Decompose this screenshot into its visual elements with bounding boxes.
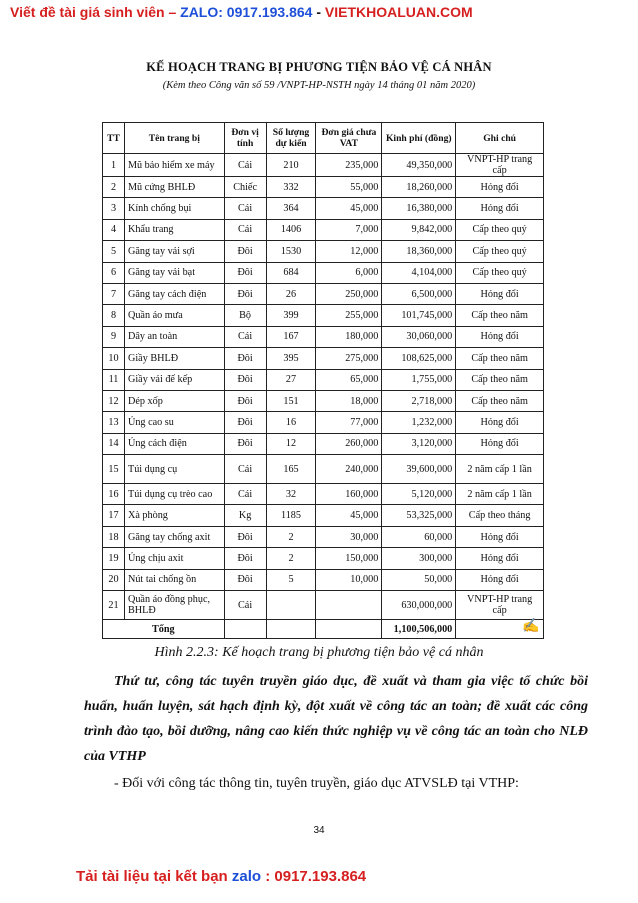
table-row bbox=[103, 283, 544, 304]
table-cell: 49,350,000 bbox=[382, 154, 456, 177]
table-cell: 260,000 bbox=[316, 433, 382, 454]
table-cell: Chiếc bbox=[224, 177, 266, 198]
handwritten-mark-icon: ✍ bbox=[522, 619, 540, 634]
column-header: Tên trang bị bbox=[124, 123, 224, 154]
table-cell: 332 bbox=[266, 177, 316, 198]
table-cell: 13 bbox=[103, 412, 125, 433]
table-row bbox=[103, 241, 544, 262]
table-cell: Cái bbox=[224, 484, 266, 505]
equipment-plan-table bbox=[102, 122, 544, 639]
table-cell: 16 bbox=[103, 484, 125, 505]
table-cell bbox=[224, 620, 266, 639]
table-cell: Đôi bbox=[224, 526, 266, 547]
table-cell: 9 bbox=[103, 326, 125, 347]
table-cell: 165 bbox=[266, 455, 316, 484]
page-number: 34 bbox=[313, 825, 325, 836]
table-cell: 21 bbox=[103, 591, 125, 620]
table-cell: 45,000 bbox=[316, 198, 382, 219]
table-cell: 39,600,000 bbox=[382, 455, 456, 484]
table-cell: 160,000 bbox=[316, 484, 382, 505]
column-header: Ghi chú bbox=[456, 123, 544, 154]
table-cell bbox=[316, 591, 382, 620]
table-cell: Hỏng đổi bbox=[456, 433, 544, 454]
table-row bbox=[103, 369, 544, 390]
table-cell: Hỏng đổi bbox=[456, 198, 544, 219]
bottom-banner bbox=[76, 868, 366, 885]
table-cell: Cấp theo năm bbox=[456, 348, 544, 369]
table-cell: 20 bbox=[103, 569, 125, 590]
table-cell: 65,000 bbox=[316, 369, 382, 390]
table-cell: Túi dụng cụ trèo cao bbox=[124, 484, 224, 505]
table-row bbox=[103, 219, 544, 240]
table-cell: Giầy vải đế kếp bbox=[124, 369, 224, 390]
table-cell: 9,842,000 bbox=[382, 219, 456, 240]
table-cell: 5,120,000 bbox=[382, 484, 456, 505]
table-cell: Ủng chịu axit bbox=[124, 548, 224, 569]
table-cell: Cái bbox=[224, 219, 266, 240]
table-cell: Hỏng đổi bbox=[456, 283, 544, 304]
document-subtitle: (Kèm theo Công văn số 59 /VNPT-HP-NSTH ngày 14 tháng 01 năm 2020) bbox=[162, 80, 476, 91]
table-row bbox=[103, 484, 544, 505]
table-cell: Đôi bbox=[224, 390, 266, 411]
table-cell: 150,000 bbox=[316, 548, 382, 569]
column-header: Đơn vị tính bbox=[224, 123, 266, 154]
table-cell: 167 bbox=[266, 326, 316, 347]
table-cell: 26 bbox=[266, 283, 316, 304]
table-cell: 5 bbox=[266, 569, 316, 590]
table-row bbox=[103, 198, 544, 219]
table-cell: Giầy BHLĐ bbox=[124, 348, 224, 369]
table-cell: 101,745,000 bbox=[382, 305, 456, 326]
table-cell: 1,755,000 bbox=[382, 369, 456, 390]
table-cell: Cấp theo quý bbox=[456, 219, 544, 240]
table-cell: 18,260,000 bbox=[382, 177, 456, 198]
table-cell: 30,000 bbox=[316, 526, 382, 547]
table-cell: 275,000 bbox=[316, 348, 382, 369]
table-cell: 18,000 bbox=[316, 390, 382, 411]
table-cell: 210 bbox=[266, 154, 316, 177]
table-cell: 3 bbox=[103, 198, 125, 219]
table-cell: Hỏng đổi bbox=[456, 177, 544, 198]
table-cell: Dép xốp bbox=[124, 390, 224, 411]
table-cell bbox=[316, 620, 382, 639]
table-cell: 14 bbox=[103, 433, 125, 454]
table-row bbox=[103, 526, 544, 547]
table-cell: 395 bbox=[266, 348, 316, 369]
table-cell: 151 bbox=[266, 390, 316, 411]
table-cell: 55,000 bbox=[316, 177, 382, 198]
table-cell: Đôi bbox=[224, 241, 266, 262]
table-cell: Găng tay vải sợi bbox=[124, 241, 224, 262]
table-row bbox=[103, 177, 544, 198]
table-row bbox=[103, 591, 544, 620]
bottom-banner-text: Tải tài liệu tại kết bạn bbox=[76, 868, 232, 885]
table-cell: 10,000 bbox=[316, 569, 382, 590]
table-cell: 2 bbox=[266, 526, 316, 547]
table-cell: 399 bbox=[266, 305, 316, 326]
table-cell: 6,000 bbox=[316, 262, 382, 283]
table-cell: 250,000 bbox=[316, 283, 382, 304]
total-value: 1,100,506,000 bbox=[382, 620, 456, 639]
table-cell: 16 bbox=[266, 412, 316, 433]
table-row bbox=[103, 569, 544, 590]
table-cell: 18 bbox=[103, 526, 125, 547]
table-cell: Đôi bbox=[224, 348, 266, 369]
table-row bbox=[103, 326, 544, 347]
table-cell: 684 bbox=[266, 262, 316, 283]
column-header: Số lượng dự kiến bbox=[266, 123, 316, 154]
table-cell: Khẩu trang bbox=[124, 219, 224, 240]
table-cell: 2 bbox=[266, 548, 316, 569]
total-label: Tổng bbox=[103, 620, 225, 639]
table-cell: Cái bbox=[224, 455, 266, 484]
table-cell: Hỏng đổi bbox=[456, 548, 544, 569]
table-cell: 4 bbox=[103, 219, 125, 240]
table-cell: Cấp theo năm bbox=[456, 369, 544, 390]
table-row bbox=[103, 455, 544, 484]
table-cell: Đôi bbox=[224, 283, 266, 304]
table-cell: VNPT-HP trang cấp bbox=[456, 154, 544, 177]
table-cell: Đôi bbox=[224, 433, 266, 454]
column-header: TT bbox=[103, 123, 125, 154]
column-header: Kinh phí (đồng) bbox=[382, 123, 456, 154]
table-cell: 12 bbox=[103, 390, 125, 411]
table-cell: Kg bbox=[224, 505, 266, 526]
paragraph-normal: - Đối với công tác thông tin, tuyên truyền, giáo dục ATVSLĐ tại VTHP: bbox=[114, 776, 519, 791]
table-cell: 27 bbox=[266, 369, 316, 390]
table-cell: 7 bbox=[103, 283, 125, 304]
table-cell: 180,000 bbox=[316, 326, 382, 347]
table-cell: 19 bbox=[103, 548, 125, 569]
table-cell: Cấp theo năm bbox=[456, 390, 544, 411]
table-row bbox=[103, 154, 544, 177]
table-cell: 32 bbox=[266, 484, 316, 505]
table-cell: Cấp theo quý bbox=[456, 262, 544, 283]
table-row bbox=[103, 305, 544, 326]
table-cell: 240,000 bbox=[316, 455, 382, 484]
table-cell: 12 bbox=[266, 433, 316, 454]
table-row bbox=[103, 505, 544, 526]
table-cell: 60,000 bbox=[382, 526, 456, 547]
table-cell: Cái bbox=[224, 326, 266, 347]
table-cell: 50,000 bbox=[382, 569, 456, 590]
table-cell: Cái bbox=[224, 154, 266, 177]
table-cell: Găng tay vải bạt bbox=[124, 262, 224, 283]
table-cell: Hỏng đổi bbox=[456, 569, 544, 590]
table-cell: 7,000 bbox=[316, 219, 382, 240]
table-cell: 235,000 bbox=[316, 154, 382, 177]
table-cell: Xà phòng bbox=[124, 505, 224, 526]
banner-sep: - bbox=[312, 4, 325, 20]
table-cell: Túi dụng cụ bbox=[124, 455, 224, 484]
table-cell: 12,000 bbox=[316, 241, 382, 262]
table-cell: Đôi bbox=[224, 369, 266, 390]
table-cell: Cấp theo tháng bbox=[456, 505, 544, 526]
total-row bbox=[103, 620, 544, 639]
table-cell: 11 bbox=[103, 369, 125, 390]
table-cell: 1406 bbox=[266, 219, 316, 240]
table-row bbox=[103, 348, 544, 369]
table-header-row bbox=[103, 123, 544, 154]
paragraph-bold: Thứ tư, công tác tuyên truyền giáo dục, đề xuất và tham gia việc tổ chức bồi huấn, huấn luyện, sát hạch định kỳ, đột xuất về công tác an toàn; đề xuất các công trình đào tạo, bồi dưỡng, nâng cao kiến thức nghiệp vụ về công tác an toàn cho NLĐ của VTHP bbox=[84, 674, 588, 764]
table-cell: Hỏng đổi bbox=[456, 412, 544, 433]
table-cell: Găng tay cách điện bbox=[124, 283, 224, 304]
table-cell: 1,232,000 bbox=[382, 412, 456, 433]
table-cell: 2,718,000 bbox=[382, 390, 456, 411]
table-cell: VNPT-HP trang cấp bbox=[456, 591, 544, 620]
table-cell: 6,500,000 bbox=[382, 283, 456, 304]
table-cell: 108,625,000 bbox=[382, 348, 456, 369]
table-cell: Cấp theo quý bbox=[456, 241, 544, 262]
table-cell: 300,000 bbox=[382, 548, 456, 569]
table-cell: Đôi bbox=[224, 262, 266, 283]
table-cell: Bộ bbox=[224, 305, 266, 326]
table-cell: Đôi bbox=[224, 412, 266, 433]
table-cell: Nút tai chống ồn bbox=[124, 569, 224, 590]
table-cell: 1 bbox=[103, 154, 125, 177]
table-cell: 2 bbox=[103, 177, 125, 198]
table-cell: Hỏng đổi bbox=[456, 326, 544, 347]
figure-caption: Hình 2.2.3: Kế hoạch trang bị phương tiện bảo vệ cá nhân bbox=[154, 645, 484, 660]
table-cell: Đôi bbox=[224, 569, 266, 590]
table-cell: Ủng cách điện bbox=[124, 433, 224, 454]
table-cell: 45,000 bbox=[316, 505, 382, 526]
table-cell: 16,380,000 bbox=[382, 198, 456, 219]
table-row bbox=[103, 548, 544, 569]
table-cell: 3,120,000 bbox=[382, 433, 456, 454]
table-cell: Hỏng đổi bbox=[456, 526, 544, 547]
table-cell: Cái bbox=[224, 591, 266, 620]
table-cell bbox=[266, 620, 316, 639]
table-cell: Quần áo đồng phục, BHLĐ bbox=[124, 591, 224, 620]
banner-site: VIETKHOALUAN.COM bbox=[324, 4, 473, 20]
document-title: KẾ HOẠCH TRANG BỊ PHƯƠNG TIỆN BẢO VỆ CÁ NHÂN bbox=[146, 60, 492, 74]
table-cell: Mũ bảo hiểm xe máy bbox=[124, 154, 224, 177]
table-cell: 255,000 bbox=[316, 305, 382, 326]
table-cell: 18,360,000 bbox=[382, 241, 456, 262]
table-row bbox=[103, 433, 544, 454]
table-cell bbox=[266, 591, 316, 620]
table-cell: Mũ cứng BHLĐ bbox=[124, 177, 224, 198]
table-cell: 6 bbox=[103, 262, 125, 283]
table-cell: 8 bbox=[103, 305, 125, 326]
table-row bbox=[103, 390, 544, 411]
table-cell: 1530 bbox=[266, 241, 316, 262]
table-cell: 1185 bbox=[266, 505, 316, 526]
table-cell: Cấp theo năm bbox=[456, 305, 544, 326]
table-cell: 2 năm cấp 1 lần bbox=[456, 455, 544, 484]
table-cell: 10 bbox=[103, 348, 125, 369]
table-cell: 77,000 bbox=[316, 412, 382, 433]
table-cell: Quần áo mưa bbox=[124, 305, 224, 326]
column-header: Đơn giá chưa VAT bbox=[316, 123, 382, 154]
table-cell: 2 năm cấp 1 lần bbox=[456, 484, 544, 505]
table-cell: Kính chống bụi bbox=[124, 198, 224, 219]
table-cell: Đôi bbox=[224, 548, 266, 569]
top-banner bbox=[10, 4, 473, 20]
table-row bbox=[103, 412, 544, 433]
table-cell: 17 bbox=[103, 505, 125, 526]
table-cell: 4,104,000 bbox=[382, 262, 456, 283]
table-cell: 30,060,000 bbox=[382, 326, 456, 347]
bottom-banner-zalo: zalo bbox=[231, 868, 262, 885]
table-cell: 53,325,000 bbox=[382, 505, 456, 526]
table-cell: 630,000,000 bbox=[382, 591, 456, 620]
table-cell: 364 bbox=[266, 198, 316, 219]
banner-zalo: ZALO: 0917.193.864 bbox=[180, 4, 313, 20]
bottom-banner-phone: : 0917.193.864 bbox=[261, 868, 367, 885]
table-row bbox=[103, 262, 544, 283]
banner-text: Viết đề tài giá sinh viên – bbox=[10, 4, 181, 20]
table-cell: 15 bbox=[103, 455, 125, 484]
table-cell: 5 bbox=[103, 241, 125, 262]
table-cell: Găng tay chống axit bbox=[124, 526, 224, 547]
table-cell: Cái bbox=[224, 198, 266, 219]
table-cell: Dây an toàn bbox=[124, 326, 224, 347]
table-body bbox=[103, 154, 544, 639]
table-cell: Ủng cao su bbox=[124, 412, 224, 433]
